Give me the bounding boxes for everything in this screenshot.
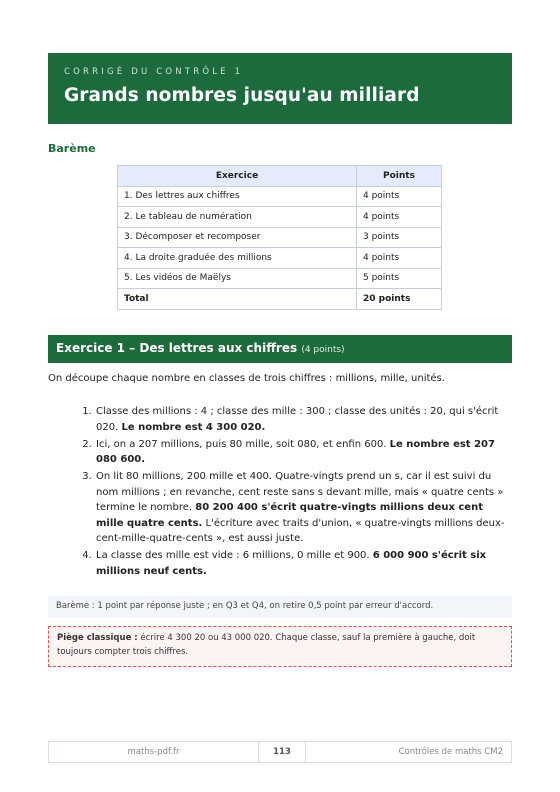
table-cell-points: 4 points: [357, 207, 442, 228]
table-cell-exercise: 5. Les vidéos de Maëlys: [118, 268, 357, 289]
page-title: Grands nombres jusqu'au milliard: [64, 85, 420, 106]
table-cell-points: 4 points: [357, 186, 442, 207]
answer-result: Le nombre est 4 300 020.: [121, 421, 266, 433]
footer-site: maths-pdf.fr: [127, 747, 180, 757]
table-cell-points: 4 points: [357, 248, 442, 269]
trap-text: écrire 4 300 20 ou 43 000 020. Chaque classe, sauf la première à gauche, doit toujours compter trois chiffres.: [57, 633, 476, 657]
exercise-1-title: Exercice 1 – Des lettres aux chiffres: [56, 341, 298, 355]
answer-result: 80 200 400 s'écrit quatre-vingts millions deux cent mille quatre cents.: [96, 502, 483, 529]
bareme-table: [117, 165, 442, 310]
exercise-1-intro: On découpe chaque nombre en classes de trois chiffres : millions, mille, unités.: [48, 373, 445, 384]
table-row: [118, 268, 442, 289]
table-cell-total-points: 20 points: [357, 289, 442, 310]
exercise-1-points: (4 points): [301, 345, 345, 355]
table-cell-total-label: Total: [118, 289, 357, 310]
footer-collection: Contrôles de maths CM2: [398, 747, 503, 757]
table-row: [118, 248, 442, 269]
column-header-points: Points: [357, 166, 442, 187]
table-cell-points: 5 points: [357, 268, 442, 289]
table-total-row: [118, 289, 442, 310]
table-row: [118, 207, 442, 228]
bareme-label: Barème: [48, 142, 96, 155]
classic-trap-box: [48, 626, 512, 667]
column-header-exercice: Exercice: [118, 166, 357, 187]
answer-result: Le nombre est 207 080 600.: [96, 438, 495, 465]
answer-after: L'écriture avec traits d'union, « quatre-vingts millions deux-cent-mille-quatre-cents », est aussi juste.: [96, 517, 505, 544]
answer-text: On lit 80 millions, 200 mille et 400. Quatre-vingts prend un s, car il est suivi du nom millions ; en revanche, cent reste sans s devant mille, mais « quatre cents » termine le nombre.: [96, 471, 504, 513]
page-footer: [48, 741, 512, 763]
table-header-row: [118, 166, 442, 187]
answer-result: 6 000 900 s'écrit six millions neuf cents.: [96, 550, 487, 577]
header-kicker: CORRIGÉ DU CONTRÔLE 1: [64, 67, 244, 77]
table-cell-exercise: 4. La droite graduée des millions: [118, 248, 357, 269]
table-cell-exercise: 3. Décomposer et recomposer: [118, 227, 357, 248]
page-header: [48, 53, 512, 124]
table-cell-exercise: 1. Des lettres aux chiffres: [118, 186, 357, 207]
grading-note: Barème : 1 point par réponse juste ; en Q3 et Q4, on retire 0,5 point par erreur d'accord.: [48, 596, 512, 618]
trap-label: Piège classique :: [57, 633, 138, 643]
list-item: [95, 404, 512, 435]
page-number: 113: [258, 742, 306, 762]
table-cell-exercise: 2. Le tableau de numération: [118, 207, 357, 228]
exercise-1-header: [48, 335, 512, 363]
table-row: [118, 186, 442, 207]
answer-list: [48, 404, 512, 581]
list-item: [95, 437, 512, 468]
answer-text: La classe des mille est vide : 6 millions, 0 mille et 900.: [96, 550, 373, 561]
answer-text: Classe des millions : 4 ; classe des mille : 300 ; classe des unités : 20, qui s'écrit 020.: [96, 406, 499, 433]
list-item: [95, 469, 512, 547]
table-cell-points: 3 points: [357, 227, 442, 248]
answer-text: Ici, on a 207 millions, puis 80 mille, soit 080, et enfin 600.: [96, 438, 390, 450]
table-row: [118, 227, 442, 248]
list-item: [95, 548, 512, 579]
